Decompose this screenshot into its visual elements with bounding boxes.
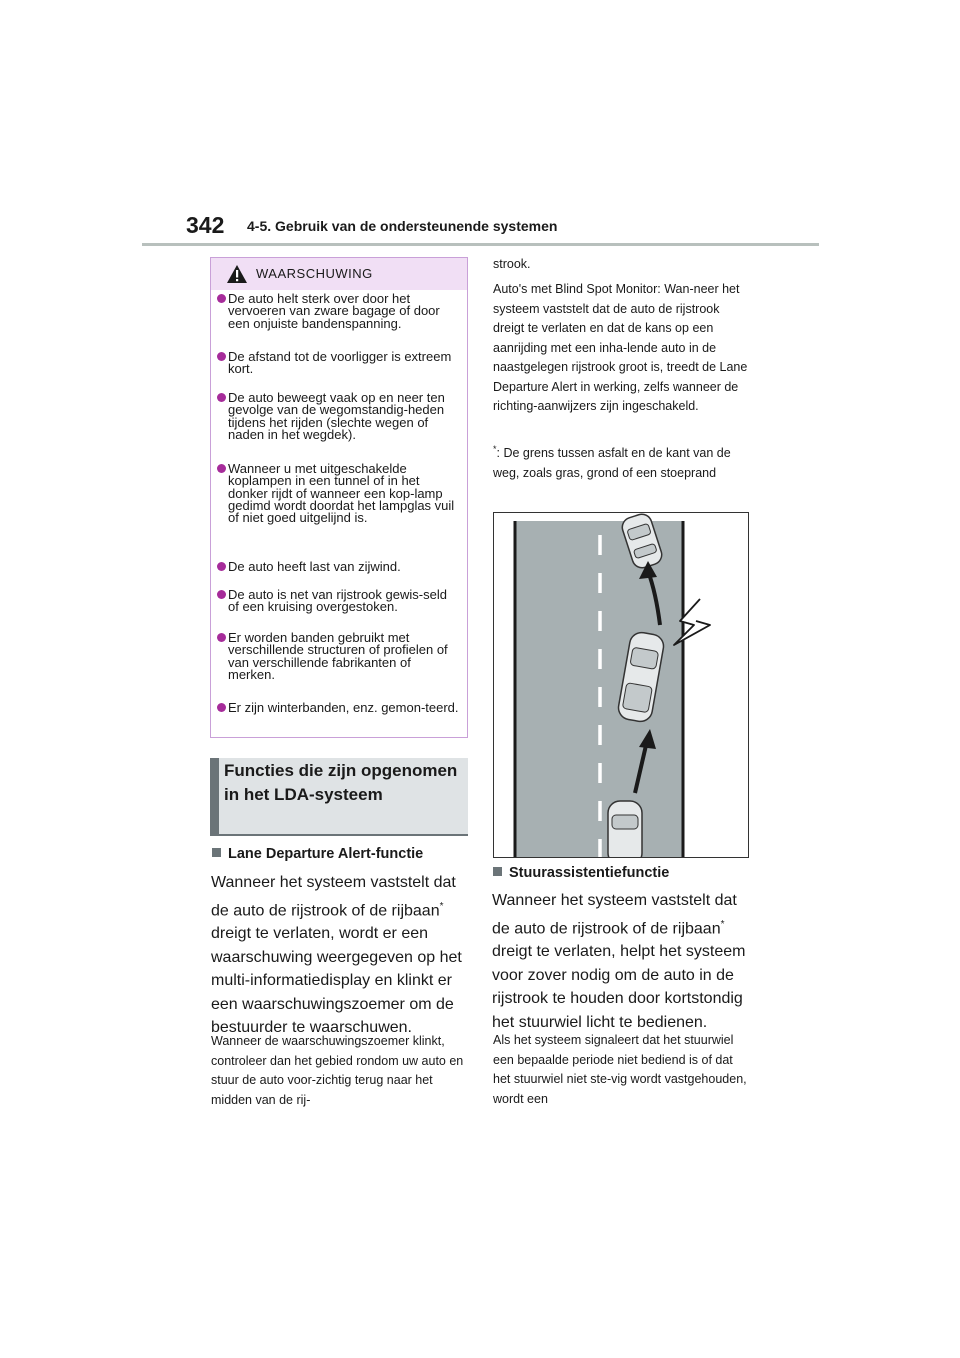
note-continuation: strook.	[493, 257, 531, 271]
warning-item	[217, 561, 461, 573]
warning-item-text: Er zijn winterbanden, enz. gemon-teerd.	[228, 700, 459, 715]
warning-item	[217, 293, 461, 330]
bullet-icon	[217, 464, 226, 473]
section-title: 4-5. Gebruik van de ondersteunende systemen	[247, 218, 558, 234]
bullet-icon	[217, 590, 226, 599]
steering-assist-body: Wanneer het systeem vaststelt dat de auto de rijstrook of de rijbaan* dreigt te verlaten, helpt het systeem voor zover nodig om de auto in de rijstrook te houden door kortstondig het stuurwiel licht te bedienen.	[492, 892, 746, 1031]
bullet-icon	[217, 562, 226, 571]
blind-spot-note: Auto's met Blind Spot Monitor: Wan-neer het systeem vaststelt dat de auto de rijstrook dreigt te verlaten en dat de kans op een aanrijding met een inha-lende auto in de naastgelegen rijstrook groot is, treedt de Lane Departure Alert in werking, zelfs wanneer de richting-aanwijzers zijn ingeschakeld.	[493, 282, 748, 413]
lane-departure-body: Wanneer het systeem vaststelt dat de auto de rijstrook of de rijbaan* dreigt te verlaten, wordt er een waarschuwing weergegeven op het multi-informatiedisplay en klinkt er een waarschuwingszoemer om de bestuurder te waarschuwen.	[211, 874, 462, 1037]
warning-item	[217, 632, 461, 681]
warning-item-text: De auto helt sterk over door het vervoeren van zware bagage of door een onjuiste bandenspanning.	[228, 291, 440, 331]
warning-item-text: Er worden banden gebruikt met verschillende structuren of profielen of van verschillende fabrikanten of merken.	[228, 630, 448, 682]
warning-header	[211, 258, 467, 290]
lane-departure-note: Wanneer de waarschuwingszoemer klinkt, controleer dan het gebied rondom uw auto en stuur de auto voor-zichtig terug naar het midden van de rij-	[211, 1034, 464, 1107]
warning-item-text: De auto beweegt vaak op en neer ten gevolge van de wegomstandig-heden tijdens het rijden (slechte wegen of naden in het wegdek).	[228, 390, 445, 442]
warning-item	[217, 702, 461, 714]
warning-item-text: De afstand tot de voorligger is extreem kort.	[228, 349, 452, 377]
warning-item-text: De auto is net van rijstrook gewis-seld of een kruising overgestoken.	[228, 587, 447, 615]
warning-item	[217, 589, 461, 614]
page-number: 342	[186, 212, 225, 238]
warning-item-text: Wanneer u met uitgeschakelde koplampen in een tunnel of in het donker rijdt of wanneer een kop-lamp gedimd wordt doordat het lampglas vuil of niet goed uitgelijnd is.	[228, 461, 455, 526]
warning-item	[217, 351, 461, 376]
steering-assist-heading: Stuurassistentiefunctie	[493, 865, 669, 881]
bullet-icon	[217, 352, 226, 361]
warning-title: WAARSCHUWING	[256, 266, 373, 281]
footnote: *: De grens tussen asfalt en de kant van de weg, zoals gras, grond of een stoeprand	[493, 444, 731, 480]
steering-assist-note: Als het systeem signaleert dat het stuurwiel een bepaalde periode niet bediend is of dat het stuurwiel niet ste-vig wordt vastgehouden, wordt een	[493, 1033, 747, 1106]
lane-departure-illustration	[493, 512, 749, 858]
bullet-icon	[217, 294, 226, 303]
warning-triangle-icon	[226, 264, 248, 284]
warning-item	[217, 392, 461, 441]
functions-heading-bar	[210, 758, 219, 834]
warning-item	[217, 463, 461, 524]
square-bullet-icon	[493, 867, 502, 876]
header-rule	[142, 243, 819, 246]
functions-heading: Functies die zijn opgenomen in het LDA-systeem	[224, 761, 458, 804]
bullet-icon	[217, 703, 226, 712]
functions-heading-underline	[210, 834, 468, 836]
lane-departure-heading: Lane Departure Alert-functie	[212, 846, 423, 862]
warning-box	[210, 257, 468, 738]
warning-item-text: De auto heeft last van zijwind.	[228, 559, 401, 574]
lane-illustration-svg	[494, 513, 748, 857]
bullet-icon	[217, 393, 226, 402]
car-icon	[608, 801, 642, 857]
square-bullet-icon	[212, 848, 221, 857]
bullet-icon	[217, 633, 226, 642]
